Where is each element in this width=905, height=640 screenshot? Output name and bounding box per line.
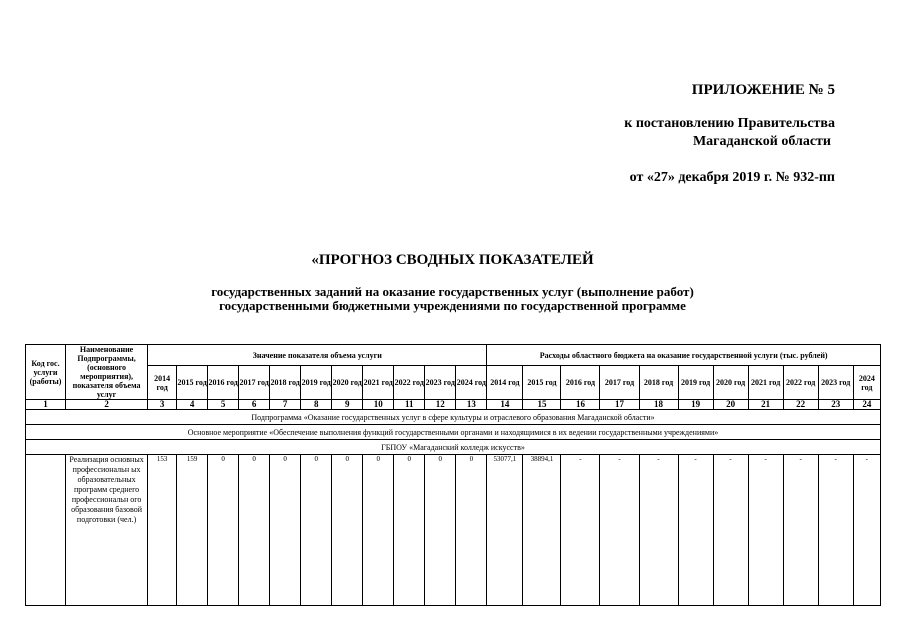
volume-value: 0	[301, 455, 332, 606]
expense-value: -	[783, 455, 818, 606]
column-number: 15	[523, 400, 561, 410]
year-header-expenses-3: 2017 год	[600, 366, 639, 400]
column-number: 18	[639, 400, 678, 410]
column-number: 9	[332, 400, 363, 410]
column-number: 8	[301, 400, 332, 410]
indicators-table	[25, 344, 881, 606]
year-header-volume-10: 2024 год	[456, 366, 487, 400]
appendix-line-2: Магаданской области	[692, 134, 831, 149]
appendix-title: ПРИЛОЖЕНИЕ № 5	[691, 82, 835, 98]
column-number: 16	[561, 400, 600, 410]
year-header-volume-4: 2018 год	[270, 366, 301, 400]
year-header-expenses-4: 2018 год	[639, 366, 678, 400]
year-header-expenses-10: 2024 год	[853, 366, 880, 400]
institution-row: ГБПОУ «Магаданский колледж искусств»	[26, 440, 881, 455]
column-number: 4	[177, 400, 208, 410]
appendix-line-1: к постановлению Правительства	[624, 116, 835, 131]
expense-value: -	[561, 455, 600, 606]
year-header-volume-0: 2014 год	[148, 366, 177, 400]
expense-value: -	[713, 455, 748, 606]
column-number: 6	[239, 400, 270, 410]
column-number: 12	[425, 400, 456, 410]
expense-value: -	[600, 455, 639, 606]
expense-value: -	[853, 455, 880, 606]
column-number: 22	[783, 400, 818, 410]
appendix-block	[624, 82, 835, 187]
page-subtitle	[0, 285, 905, 313]
row-code	[26, 455, 66, 606]
year-header-expenses-9: 2023 год	[818, 366, 853, 400]
year-header-volume-1: 2015 год	[177, 366, 208, 400]
year-header-volume-2: 2016 год	[208, 366, 239, 400]
group-volume-header: Значение показателя объема услуги	[148, 345, 487, 366]
volume-value: 0	[363, 455, 394, 606]
appendix-line-3: от «27» декабря 2019 г. № 932-пп	[629, 170, 835, 185]
group-expenses-header: Расходы областного бюджета на оказание государственной услуги (тыс. рублей)	[487, 345, 881, 366]
column-number: 17	[600, 400, 639, 410]
column-number: 7	[270, 400, 301, 410]
volume-value: 153	[148, 455, 177, 606]
column-number: 14	[487, 400, 523, 410]
page-subtitle-line-2: государственными бюджетными учреждениями по государственной программе	[219, 298, 686, 313]
column-number: 23	[818, 400, 853, 410]
column-number: 1	[26, 400, 66, 410]
volume-value: 0	[239, 455, 270, 606]
year-header-volume-7: 2021 год	[363, 366, 394, 400]
column-number: 5	[208, 400, 239, 410]
volume-value: 159	[177, 455, 208, 606]
row-name: Реализация основных профессиональн ых образовательных программ среднего профессиональн ого образования базовой подготовки (чел.)	[66, 455, 148, 606]
volume-value: 0	[456, 455, 487, 606]
year-header-volume-6: 2020 год	[332, 366, 363, 400]
column-number: 19	[678, 400, 713, 410]
year-header-expenses-6: 2020 год	[713, 366, 748, 400]
column-number: 20	[713, 400, 748, 410]
year-header-volume-3: 2017 год	[239, 366, 270, 400]
column-number: 2	[66, 400, 148, 410]
column-number: 13	[456, 400, 487, 410]
expense-value: -	[748, 455, 783, 606]
col-code-header: Код гос. услуги (работы)	[26, 345, 66, 400]
subprogram-row: Подпрограмма «Оказание государственных услуг в сфере культуры и отраслевого образования Магаданской области»	[26, 410, 881, 425]
expense-value: -	[678, 455, 713, 606]
year-header-volume-5: 2019 год	[301, 366, 332, 400]
volume-value: 0	[394, 455, 425, 606]
main-event-row: Основное мероприятие «Обеспечение выполнения функций государственными органами и находящимися в их ведении государственными учреждениями»	[26, 425, 881, 440]
volume-value: 0	[425, 455, 456, 606]
column-number: 10	[363, 400, 394, 410]
page-title: «ПРОГНОЗ СВОДНЫХ ПОКАЗАТЕЛЕЙ	[311, 252, 594, 268]
year-header-expenses-8: 2022 год	[783, 366, 818, 400]
volume-value: 0	[270, 455, 301, 606]
column-number: 11	[394, 400, 425, 410]
column-number: 3	[148, 400, 177, 410]
column-number: 21	[748, 400, 783, 410]
volume-value: 0	[208, 455, 239, 606]
year-header-volume-8: 2022 год	[394, 366, 425, 400]
column-number: 24	[853, 400, 880, 410]
volume-value: 0	[332, 455, 363, 606]
expense-value: 53077,1	[487, 455, 523, 606]
year-header-expenses-0: 2014 год	[487, 366, 523, 400]
col-name-header: Наименование Подпрограммы, (основного мероприятия), показателя объема услуг	[66, 345, 148, 400]
year-header-expenses-5: 2019 год	[678, 366, 713, 400]
year-header-expenses-2: 2016 год	[561, 366, 600, 400]
year-header-expenses-7: 2021 год	[748, 366, 783, 400]
expense-value: 38894,1	[523, 455, 561, 606]
expense-value: -	[818, 455, 853, 606]
page-subtitle-line-1: государственных заданий на оказание государственных услуг (выполнение работ)	[211, 284, 694, 299]
year-header-expenses-1: 2015 год	[523, 366, 561, 400]
year-header-volume-9: 2023 год	[425, 366, 456, 400]
expense-value: -	[639, 455, 678, 606]
